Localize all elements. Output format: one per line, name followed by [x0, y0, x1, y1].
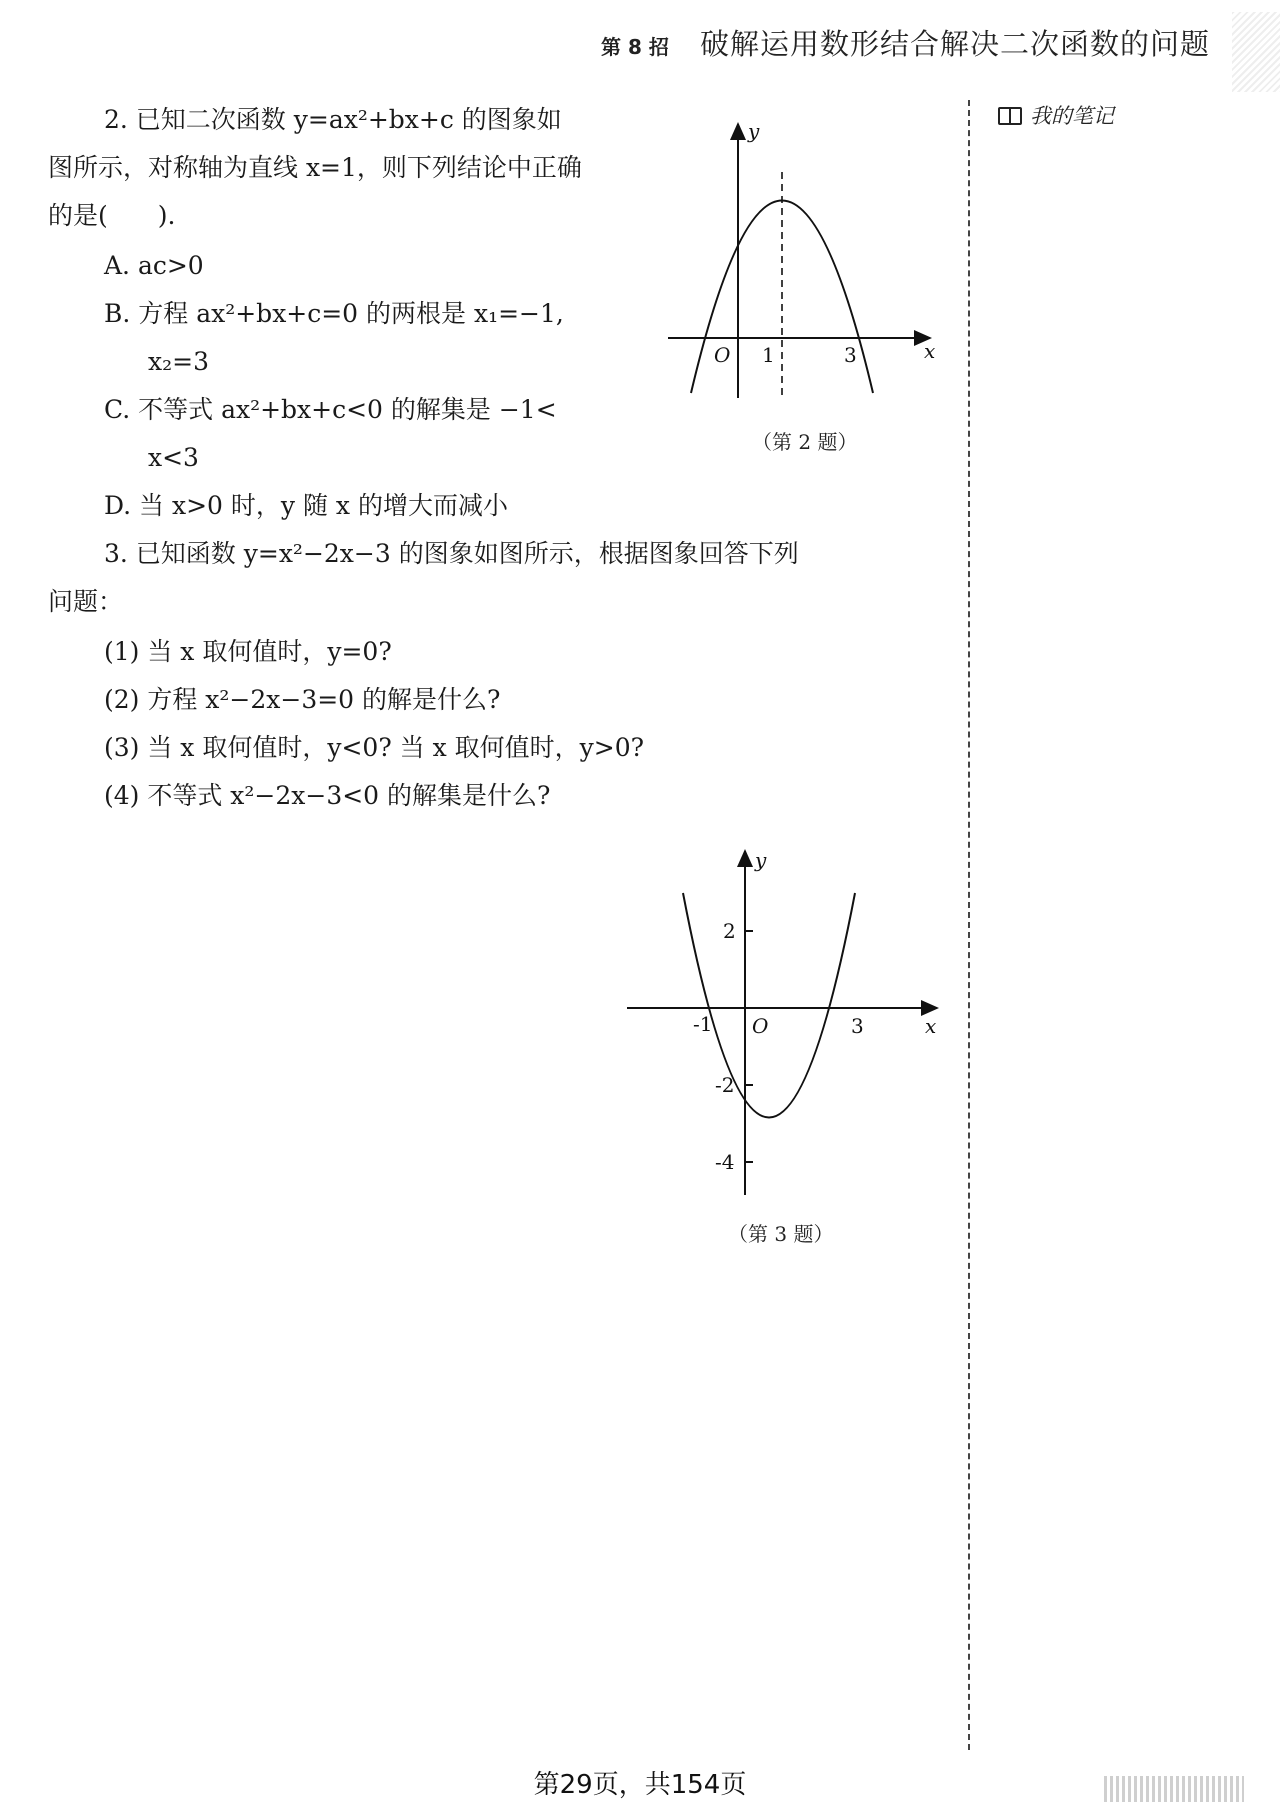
- q2-caption: （第 2 题）: [752, 430, 858, 454]
- q3-sub-2: (2) 方程 x²−2x−3=0 的解是什么?: [104, 685, 501, 714]
- q3-x-3-label: 3: [851, 1014, 864, 1038]
- q2-line-3: 的是( ).: [48, 201, 176, 230]
- notes-label: 我的笔记: [1030, 104, 1114, 128]
- lesson-number: 第 8 招: [601, 35, 669, 59]
- q3-x-label: x: [925, 1014, 937, 1038]
- q3-graph: [625, 845, 945, 1200]
- q2-option-c: C. 不等式 ax²+bx+c<0 的解集是 −1<: [104, 395, 557, 424]
- q3-y-neg2-label: -2: [715, 1073, 735, 1097]
- q3-caption: （第 3 题）: [728, 1222, 834, 1246]
- q2-option-b: B. 方程 ax²+bx+c=0 的两根是 x₁=−1,: [104, 299, 564, 328]
- q2-line-1: 2. 已知二次函数 y=ax²+bx+c 的图象如: [104, 105, 562, 134]
- scan-corner-artifact: [1232, 12, 1280, 92]
- q3-origin-label: O: [752, 1014, 769, 1038]
- q2-option-d: D. 当 x>0 时，y 随 x 的增大而减小: [104, 491, 508, 520]
- q3-sub-3: (3) 当 x 取何值时，y<0? 当 x 取何值时，y>0?: [104, 733, 645, 762]
- q2-tick-3-label: 3: [844, 343, 857, 367]
- q3-parabola: [683, 893, 855, 1118]
- scan-footer-artifact: [1104, 1776, 1244, 1802]
- q2-origin-label: O: [714, 343, 731, 367]
- chapter-title: 破解运用数形结合解决二次函数的问题: [699, 27, 1210, 61]
- q3-y-neg4-label: -4: [715, 1150, 735, 1174]
- q2-option-a: A. ac>0: [104, 251, 204, 280]
- notes-heading: [998, 100, 1114, 130]
- q3-y-2-label: 2: [723, 919, 736, 943]
- book-icon: [998, 107, 1022, 125]
- q3-x-neg1-label: -1: [693, 1012, 713, 1036]
- page-counter: 第29页，共154页: [533, 1770, 747, 1800]
- q2-tick-1-label: 1: [762, 343, 775, 367]
- q2-option-c-cont: x<3: [148, 443, 199, 472]
- q2-line-2: 图所示，对称轴为直线 x=1，则下列结论中正确: [48, 153, 582, 182]
- q3-sub-4: (4) 不等式 x²−2x−3<0 的解集是什么?: [104, 781, 551, 810]
- notes-divider: [968, 100, 970, 1750]
- q2-x-label: x: [924, 339, 936, 363]
- q3-line-2: 问题：: [48, 587, 124, 616]
- q3-line-1: 3. 已知函数 y=x²−2x−3 的图象如图所示，根据图象回答下列: [104, 539, 799, 568]
- q2-graph: [660, 118, 950, 408]
- q2-option-b-cont: x₂=3: [148, 347, 209, 376]
- q2-y-label: y: [748, 119, 760, 143]
- q3-sub-1: (1) 当 x 取何值时，y=0?: [104, 637, 392, 666]
- page-header: [601, 22, 1210, 63]
- q3-y-label: y: [755, 848, 767, 872]
